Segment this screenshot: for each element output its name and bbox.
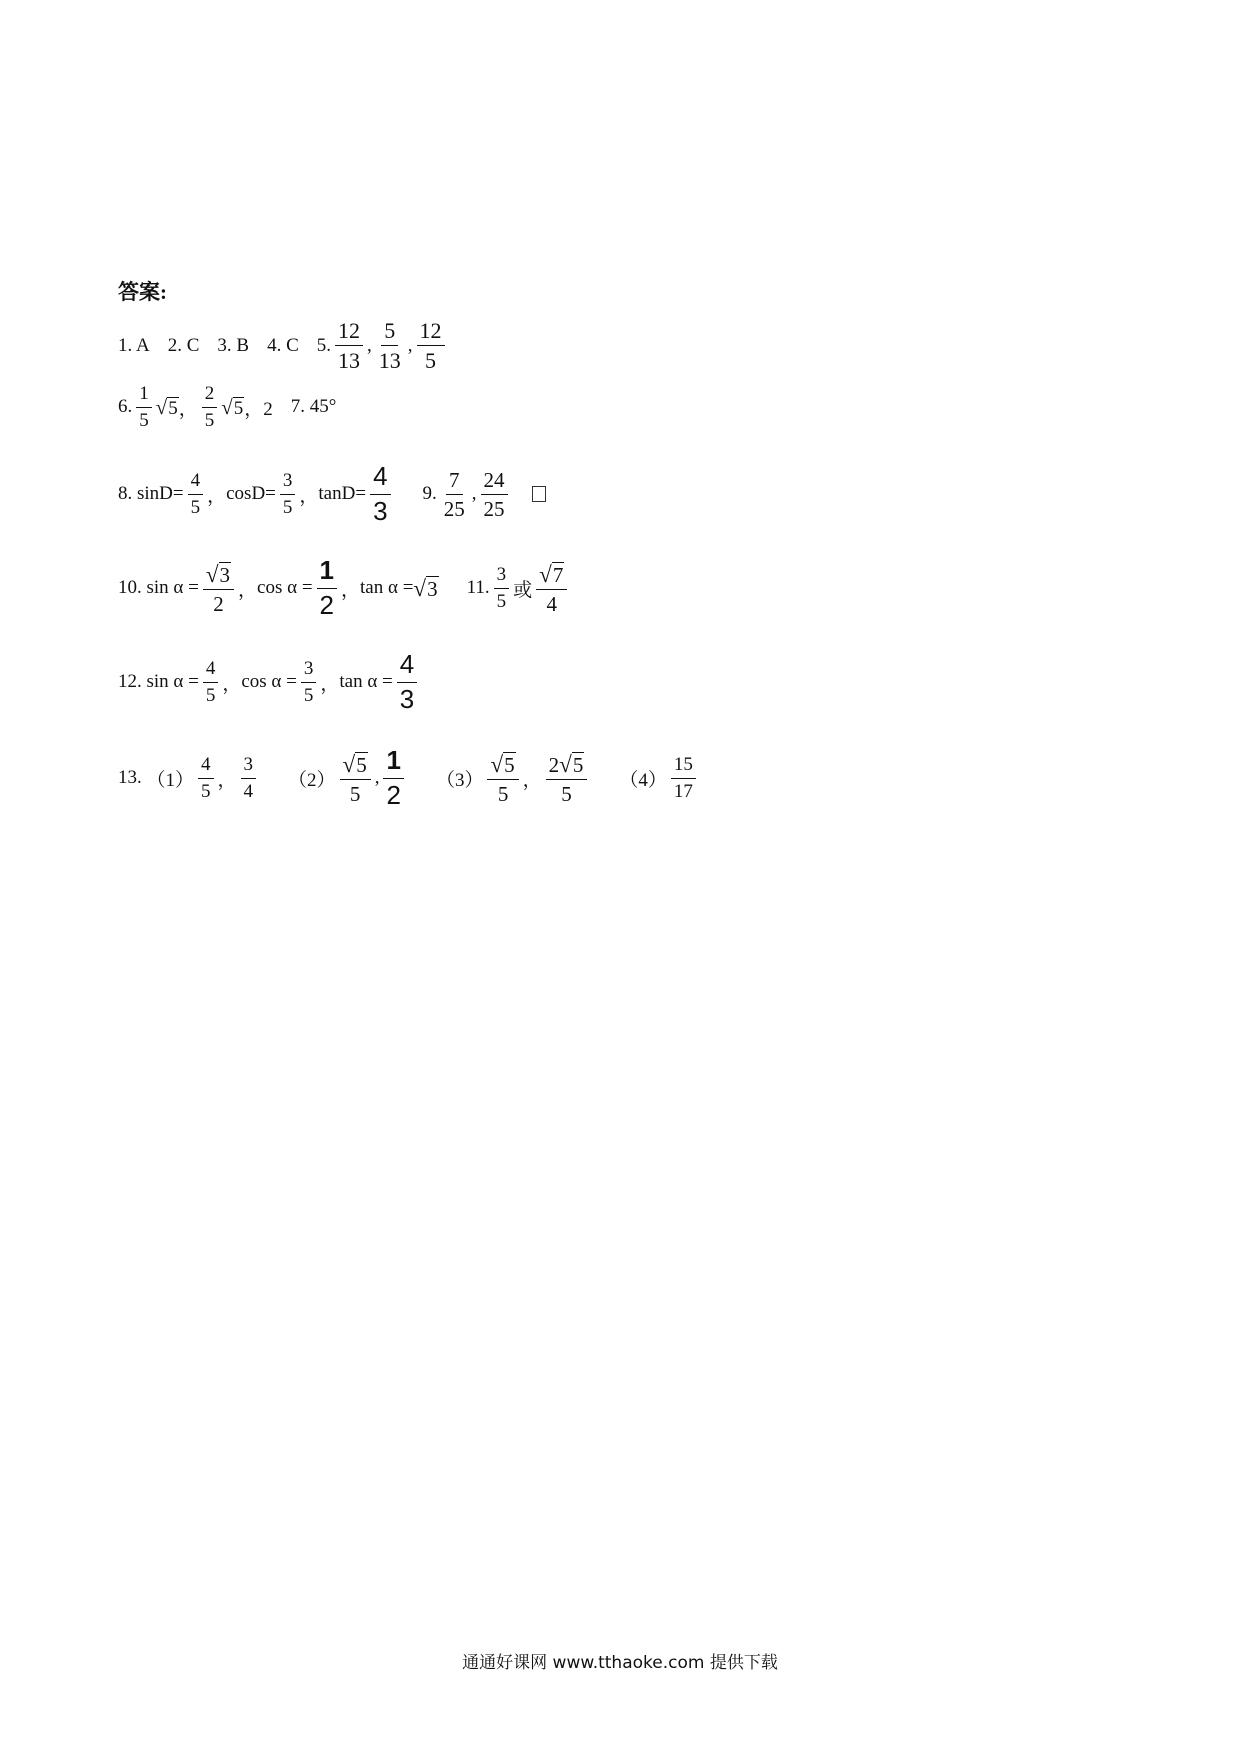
sin-label: sinD= [137, 483, 184, 505]
answer-3: 3. B [217, 334, 250, 356]
fraction: $\frac{1}{2}$ [317, 556, 337, 621]
fraction: √ 7 4 [536, 561, 567, 617]
answer-5-label: 5. [316, 334, 331, 356]
answer-6-tail: ，2 [244, 398, 273, 420]
answer-line-1 [118, 318, 449, 374]
answer-9-label: 9. [422, 483, 437, 505]
fraction: √ 5 5 [340, 751, 371, 807]
fraction: $\frac{1}{2}$ [383, 746, 403, 811]
answer-8-label: 8. [118, 483, 133, 505]
separator: ， [238, 579, 258, 601]
separator: , [374, 767, 380, 789]
checkbox-glyph [532, 486, 546, 502]
part-2-label: （2） [288, 769, 336, 791]
separator: ， [222, 673, 242, 695]
answers-heading: 答案: [118, 280, 167, 304]
square-root: √ 5 [221, 394, 244, 419]
fraction: $\frac{24}{25}$ [481, 468, 508, 521]
square-root: √ 7 [539, 560, 564, 587]
square-root: √ 5 [559, 750, 584, 777]
part-1-label: （1） [146, 769, 195, 791]
fraction: $\frac{12}{13}$ [335, 318, 363, 374]
tan-label: tan α = [360, 577, 414, 599]
separator: , [367, 334, 372, 356]
answer-6-label: 6. [118, 396, 133, 418]
answer-13-label: 13. [118, 767, 142, 789]
fraction: 2 √ 5 5 [546, 751, 588, 807]
part-4-label: （4） [619, 769, 667, 791]
answer-12-label: 12. [118, 671, 142, 693]
fraction: $\frac{3}{5}$ [280, 470, 296, 519]
answer-7: 7. 45° [290, 396, 337, 418]
answer-line-4 [118, 556, 571, 621]
fraction: $\frac{12}{5}$ [417, 318, 445, 374]
answer-10-label: 10. [118, 577, 142, 599]
fraction: $\frac{15}{17}$ [671, 754, 696, 803]
footer-source-note: 通通好课网 www.tthaoke.com 提供下载 [462, 1653, 778, 1673]
separator: ， [299, 485, 319, 507]
part-3-label: （3） [435, 769, 484, 791]
tan-label: tanD= [318, 483, 367, 505]
tan-label: tan α = [339, 671, 393, 693]
cos-label: cosD= [226, 483, 276, 505]
separator: ， [207, 485, 227, 507]
square-root: √ 3 [413, 574, 438, 601]
answer-4: 4. C [267, 334, 299, 356]
fraction: $\frac{1}{5}$ [136, 383, 152, 432]
fraction: $\frac{2}{5}$ [202, 383, 218, 432]
cos-label: cos α = [241, 671, 297, 693]
sin-label: sin α = [146, 671, 199, 693]
sin-label: sin α = [146, 577, 199, 599]
fraction: $\frac{3}{5}$ [494, 564, 510, 613]
separator: ， [320, 673, 340, 695]
fraction: $\frac{4}{3}$ [397, 650, 417, 715]
fraction: $\frac{4}{5}$ [188, 470, 204, 519]
square-root: √ 5 [342, 750, 367, 777]
separator: ， [341, 579, 361, 601]
fraction: √ 5 5 [487, 751, 518, 807]
separator: ， [522, 769, 542, 791]
square-root: √ 3 [205, 560, 231, 587]
fraction: $\frac{4}{5}$ [203, 658, 219, 707]
fraction: $\frac{3}{5}$ [301, 658, 317, 707]
fraction: √ 3 2 [203, 561, 234, 617]
fraction: $\frac{4}{5}$ [198, 754, 214, 803]
separator: ， [178, 398, 198, 420]
or-word: 或 [513, 579, 533, 601]
fraction: $\frac{7}{25}$ [443, 467, 465, 521]
answer-line-5 [118, 650, 421, 715]
answer-11-label: 11. [466, 577, 490, 599]
fraction: $\frac{4}{3}$ [370, 462, 390, 527]
cos-label: cos α = [257, 577, 313, 599]
separator: , [471, 483, 477, 505]
answer-line-3 [118, 462, 546, 527]
answer-2: 2. C [167, 334, 200, 356]
square-root: √ 5 [155, 394, 178, 419]
answer-line-6 [118, 746, 700, 811]
square-root: √ 5 [490, 750, 515, 777]
answer-1: 1. A [118, 334, 150, 356]
fraction: $\frac{5}{13}$ [378, 318, 401, 374]
fraction: $\frac{3}{4}$ [241, 754, 257, 803]
answer-line-2 [118, 383, 336, 432]
separator: ， [217, 769, 237, 791]
separator: , [407, 334, 413, 356]
